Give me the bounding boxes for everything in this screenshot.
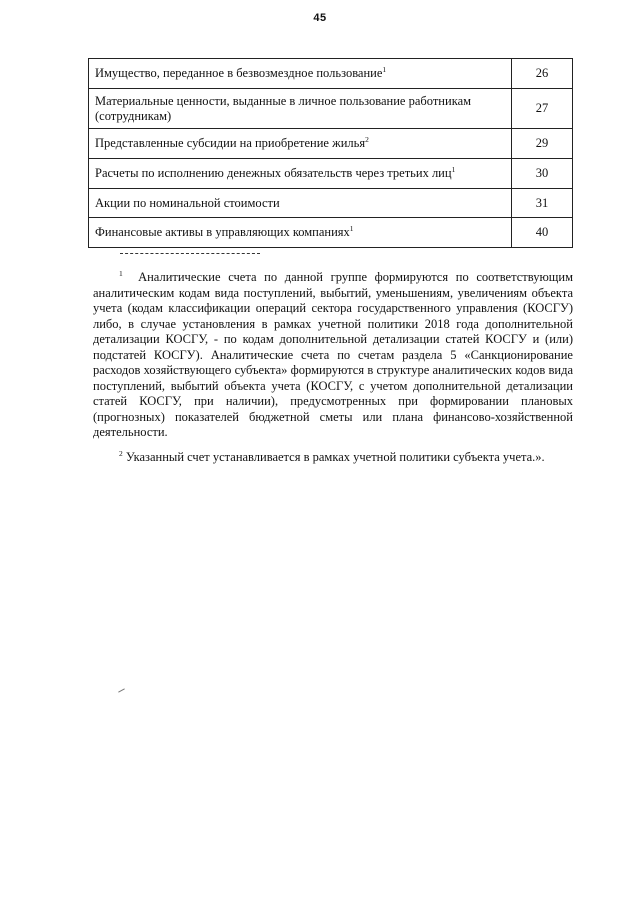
table-row bbox=[89, 189, 573, 218]
account-name-cell bbox=[89, 129, 512, 159]
account-name: Акции по номинальной стоимости bbox=[95, 195, 280, 210]
account-code-cell: 29 bbox=[512, 129, 573, 159]
account-name-cell bbox=[89, 59, 512, 89]
account-name: Финансовые активы в управляющих компаниях bbox=[95, 225, 350, 239]
table-row bbox=[89, 89, 573, 129]
table-row bbox=[89, 159, 573, 189]
account-name-cell bbox=[89, 89, 512, 129]
account-name: Расчеты по исполнению денежных обязательств через третьих лиц bbox=[95, 166, 452, 180]
footnote-1 bbox=[93, 270, 573, 441]
account-code-cell: 31 bbox=[512, 189, 573, 218]
footnote-text: Указанный счет устанавливается в рамках учетной политики субъекта учета.». bbox=[125, 450, 545, 464]
table-row bbox=[89, 129, 573, 159]
footnote-ref: 1 bbox=[451, 164, 456, 174]
account-name: Материальные ценности, выданные в личное пользование работникам (сотрудникам) bbox=[95, 93, 472, 123]
table-row bbox=[89, 59, 573, 89]
account-code-cell: 26 bbox=[512, 59, 573, 89]
account-name-cell bbox=[89, 159, 512, 189]
footnote-divider bbox=[120, 253, 260, 254]
account-name: Представленные субсидии на приобретение жилья bbox=[95, 136, 366, 150]
page-number: 45 bbox=[313, 12, 327, 24]
account-name-cell bbox=[89, 218, 512, 248]
account-code-cell: 40 bbox=[512, 218, 573, 248]
table-row bbox=[89, 218, 573, 248]
footnote-marker: 2 bbox=[119, 448, 123, 458]
footnote-marker: 1 bbox=[119, 268, 123, 278]
account-name-cell bbox=[89, 189, 512, 218]
footnote-ref: 2 bbox=[365, 134, 369, 144]
footnote-ref: 1 bbox=[382, 64, 387, 74]
scan-mark bbox=[118, 688, 125, 692]
account-code-cell: 27 bbox=[512, 89, 573, 129]
account-code-cell: 30 bbox=[512, 159, 573, 189]
footnote-2 bbox=[93, 450, 573, 466]
accounts-table bbox=[88, 58, 573, 248]
footnote-ref: 1 bbox=[349, 223, 354, 233]
footnote-text: Аналитические счета по данной группе формируются по соответствующим аналитическим кодам вида поступлений, выбытий, уменьшениям, увеличениям объекта учета (кодам классификации операций сектора государственного управления (КОСГУ) либо, в случае установления в рамках учетной политики 2018 года дополнительной детализации КОСГУ, - по кодам дополнительной детализации статей КОСГУ и (или) подстатей КОСГУ). Аналитические счета по счетам раздела 5 «Санкционирование расходов хозяйствующего субъекта» формируются в структуре аналитических кодов вида поступлений, выбытий объекта учета (КОСГУ, с учетом дополнительной детализации статей КОСГУ, при наличии), предусмотренных при формировании плановых (прогнозных) показателей бюджетной сметы или плана финансово-хозяйственной деятельности. bbox=[93, 270, 574, 439]
account-name: Имущество, переданное в безвозмездное пользование bbox=[95, 66, 383, 80]
